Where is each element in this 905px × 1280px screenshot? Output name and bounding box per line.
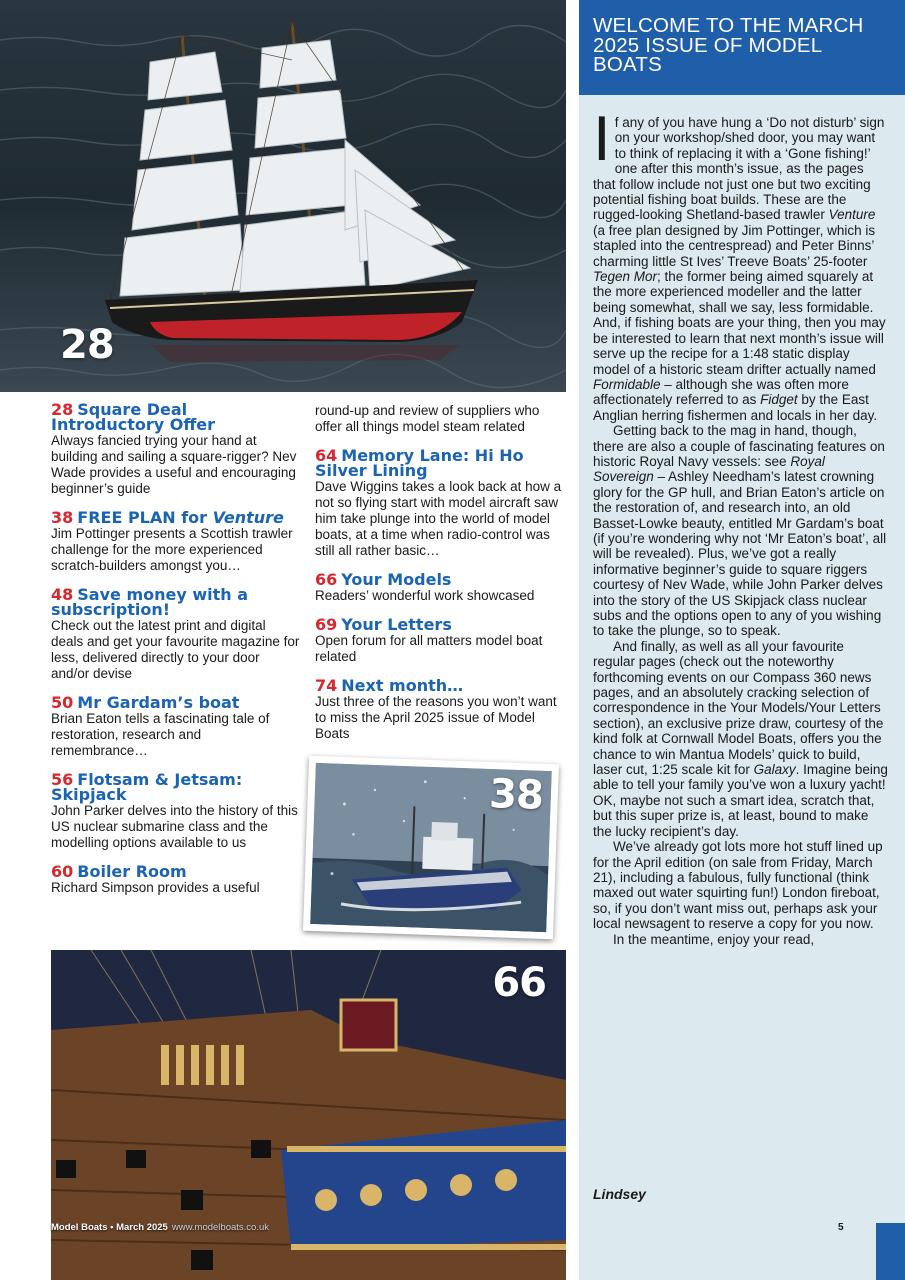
- item-title: Save money with a subscription!: [51, 585, 249, 619]
- contents-item[interactable]: [51, 864, 301, 896]
- item-page: 66: [315, 570, 338, 589]
- item-page: 60: [51, 862, 74, 881]
- editorial-paragraph: [593, 423, 888, 639]
- text-italic: Formidable: [593, 376, 661, 392]
- editorial-panel: [579, 0, 905, 1280]
- item-page: 64: [315, 446, 338, 465]
- contents-item[interactable]: [315, 617, 565, 665]
- text-italic: Venture: [828, 207, 876, 223]
- text-run: by the East Anglian herring fishermen and locals in her day.: [593, 392, 878, 423]
- item-description: Open forum for all matters model boat related: [315, 633, 543, 664]
- item-description: Just three of the reasons you won’t want to miss the April 2025 issue of Model Boats: [315, 694, 557, 741]
- item-title: Memory Lane: Hi Ho Silver Lining: [315, 446, 524, 480]
- item-description: John Parker delves into the history of this US nuclear submarine class and the modelling options available to us: [51, 803, 298, 850]
- text-run: – Ashley Needham’s latest crowning glory for the GP hull, and Brian Eaton’s article on the restoration of, and research into, an old Basset-Lowke beauty, entitled Mr Gardam’s boat (if you’re wondering why not ‘Mr Eaton’s boat’, all will be revealed). Plus, we’ve got a really informative beginner’s guide to square riggers courtesy of Nev Wade, while John Parker delves into the story of the US Skipjack class nuclear subs and the options open to any of you wishing to take the plunge, so to speak.: [593, 469, 887, 639]
- item-page: 50: [51, 693, 74, 712]
- photo-trawler: [303, 756, 559, 940]
- text-run: And finally, as well as all your favourite regular pages (check out the noteworthy forthcoming events on our Compass 360 news pages, and an absolutely cracking selection of correspondence in the Your Models/Your Letters section), an exclusive prize draw, courtesy of the kind folk at Cornwall Model Boats, offers you the chance to win Mantua Models’ quick to build, laser cut, 1:25 scale kit for: [593, 638, 884, 778]
- text-italic: Galaxy: [753, 762, 796, 778]
- text-italic: Fidget: [760, 392, 798, 408]
- editorial-paragraph: In the meantime, enjoy your read,: [613, 931, 815, 947]
- contents-item[interactable]: [51, 402, 301, 497]
- item-title-emphasis: Venture: [212, 508, 284, 527]
- item-title: Your Letters: [341, 615, 452, 634]
- editorial-paragraph: [593, 639, 888, 839]
- contents-item[interactable]: [51, 695, 301, 759]
- editorial-heading: WELCOME TO THE MARCH 2025 ISSUE OF MODEL BOATS: [593, 14, 864, 76]
- item-description: Readers’ wonderful work showcased: [315, 588, 535, 603]
- item-page: 74: [315, 676, 338, 695]
- item-title: Square Deal Introductory Offer: [51, 400, 216, 434]
- item-page: 38: [51, 508, 74, 527]
- contents-item[interactable]: [51, 510, 301, 574]
- item-title: FREE PLAN for: [77, 508, 208, 527]
- item-description: Dave Wiggins takes a look back at how a not so flying start with model aircraft saw him take plunge into the world of model boats, at a time when radio-control was still all rather basic…: [315, 479, 562, 558]
- item-title: Boiler Room: [77, 862, 187, 881]
- contents-item[interactable]: [315, 572, 565, 604]
- item-title: Your Models: [341, 570, 452, 589]
- text-run: (a free plan designed by Jim Pottinger, which is stapled into the centrespread) and Peter Binns’ charming little St Ives’ Treeve Boats’ 25-footer: [593, 222, 876, 269]
- item-title: Next month…: [341, 676, 464, 695]
- footer-url[interactable]: www.modelboats.co.uk: [171, 1222, 270, 1233]
- page-edge-tab: [876, 1223, 905, 1280]
- photo-square-rigger: [0, 0, 566, 392]
- contents-item[interactable]: [51, 772, 301, 851]
- editorial-paragraph: [593, 105, 888, 423]
- item-page: 48: [51, 585, 74, 604]
- contents-item-continued: [315, 403, 565, 435]
- editor-signature: Lindsey: [593, 1186, 646, 1202]
- item-description: Always fancied trying your hand at building and sailing a square-rigger? Nev Wade provides a useful and encouraging beginner’s guide: [51, 433, 297, 496]
- contents-item[interactable]: [315, 448, 565, 559]
- page-number: 5: [838, 1222, 844, 1233]
- text-run: ; the former being aimed squarely at the more experienced modeller and the latter being somewhat, shall we say, less formidable. And, if fishing boats are your thing, then you may be interested to learn that next month’s issue will serve up the recipe for a 1:48 static display model of a historic steam drifter actually named: [593, 269, 886, 377]
- text-italic: Royal Sovereign: [593, 453, 825, 485]
- text-run: – although she was often more affectionately referred to as: [593, 376, 849, 408]
- photo-page-number: 66: [492, 960, 546, 1006]
- item-title: Flotsam & Jetsam: Skipjack: [51, 770, 243, 804]
- item-description: Brian Eaton tells a fascinating tale of restoration, research and remembrance…: [51, 711, 270, 758]
- item-page: 28: [51, 400, 74, 419]
- contents-item[interactable]: [51, 587, 301, 682]
- item-page: 69: [315, 615, 338, 634]
- footer-magazine: Model Boats • March 2025: [51, 1222, 168, 1233]
- text-run: f any of you have hung a ‘Do not disturb’ sign on your workshop/shed door, you may want to think of replacing it with a ‘Gone fishing!’ one after this month’s issue, as the pages that follow include not just one but two exciting potential fishing boat builds. These are the rugged-looking Shetland-based trawler: [593, 115, 885, 223]
- text-italic: Tegen Mor: [593, 269, 658, 285]
- contents-column-1: [51, 402, 301, 909]
- editorial-paragraph: We’ve already got lots more hot stuff lined up for the April edition (on sale from Friday, March 21), including a fabulous, fully functional (think maxed out water squirting fun!) London fireboat, so, if you don’t want miss out, perhaps ask your local newsagent to reserve a copy for you now.: [593, 839, 883, 932]
- editorial-header: [579, 0, 905, 95]
- item-description: round-up and review of suppliers who offer all things model steam related: [315, 403, 540, 434]
- item-description: Richard Simpson provides a useful: [51, 880, 260, 895]
- item-title: Mr Gardam’s boat: [77, 693, 240, 712]
- text-run: . Imagine being able to tell your family you’ve won a luxury yacht! OK, maybe not such a smart idea, scratch that, but this super prize is, at least, bound to make the lucky recipient’s day.: [593, 762, 888, 839]
- item-page: 56: [51, 770, 74, 789]
- photo-page-number: 38: [488, 771, 544, 819]
- editorial-letter: [593, 105, 888, 947]
- text-run: Getting back to the mag in hand, though, there are also a couple of fascinating features on historic Royal Navy vessels: see: [593, 423, 885, 469]
- drop-cap: I: [593, 105, 611, 175]
- item-description: Jim Pottinger presents a Scottish trawler challenge for the more experienced scratch-builders amongst you…: [51, 526, 293, 573]
- item-description: Check out the latest print and digital deals and get your favourite magazine for less, delivered directly to your door and/or devise: [51, 618, 300, 681]
- page-footer: [51, 1222, 269, 1233]
- contents-item[interactable]: [315, 678, 565, 742]
- photo-page-number: 28: [60, 322, 114, 368]
- contents-column-2: [315, 402, 565, 755]
